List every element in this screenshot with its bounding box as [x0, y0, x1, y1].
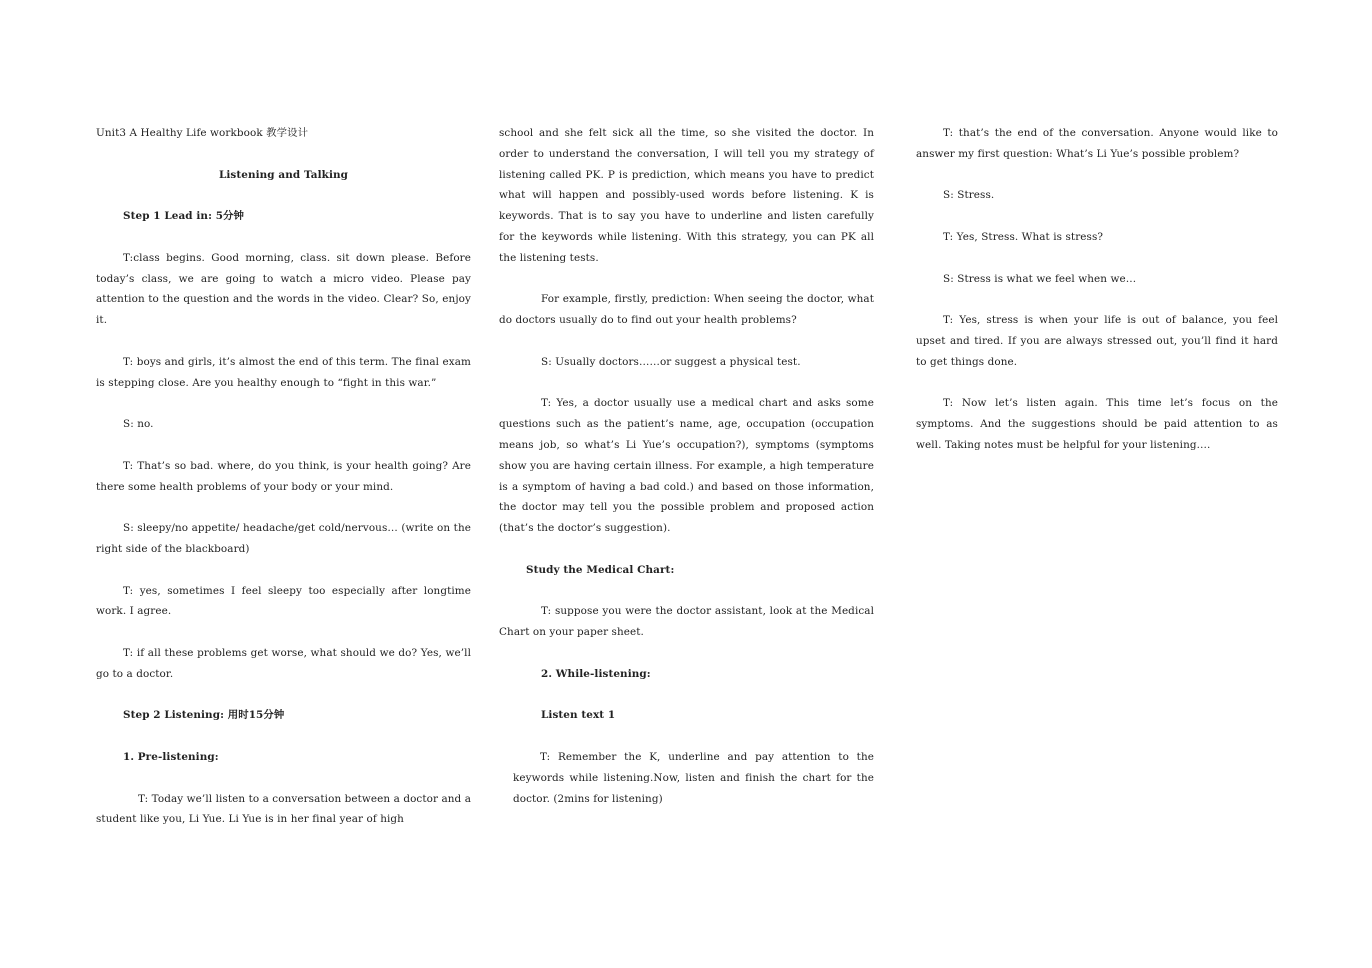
document-column-left [96, 123, 471, 851]
paragraph: T: that’s the end of the conversation. Anyone would like to answer my first question: What’s Li Yue’s possible problem? [916, 127, 1278, 160]
paragraph: T: suppose you were the doctor assistant, look at the Medical Chart on your paper sheet. [499, 605, 874, 639]
paragraph: T: Yes, stress is when your life is out of balance, you feel upset and tired. If you are always stressed out, you’ll find it hard to get things done. [916, 314, 1278, 368]
paragraph: T: Now let’s listen again. This time let’s focus on the symptoms. And the suggestions should be paid attention to as well. Taking notes must be helpful for your listening.… [916, 397, 1278, 451]
subheading: 1. Pre-listening: [123, 750, 219, 763]
paragraph: S: sleepy/no appetite/ headache/get cold/nervous… (write on the right side of the blackboard) [96, 522, 471, 555]
paragraph: T: That’s so bad. where, do you think, is your health going? Are there some health problems of your body or your mind. [96, 459, 471, 493]
document-column-middle [499, 123, 874, 830]
section-title: Listening and Talking [218, 168, 349, 181]
document-column-right [916, 123, 1278, 477]
paragraph: T: Today we’ll listen to a conversation between a doctor and a student like you, Li Yue. Li Yue is in her final year of high [96, 792, 471, 826]
step-heading: Step 2 Listening: 用时15分钟 [123, 709, 285, 722]
document-header: Unit3 A Healthy Life workbook 教学设计 [96, 127, 309, 139]
paragraph: S: Stress. [943, 189, 995, 202]
paragraph: T: Yes, a doctor usually use a medical chart and asks some questions such as the patient’s name, age, occupation (occupation means job, so what’s Li Yue’s occupation?), symptoms (symptoms show you are having certain illness. For example, a high temperature is a symptom of having a bad cold.) and based on those information, the doctor may tell you the possible problem and proposed action (that’s the doctor’s suggestion). [499, 397, 874, 535]
paragraph: school and she felt sick all the time, so she visited the doctor. In order to understand the conversation, I will tell you my strategy of listening called PK. P is prediction, which means you have to predict what will happen and possibly-used words before listening. K is keywords. That is to say you have to underline and listen carefully for the keywords while listening. With this strategy, you can PK all the listening tests. [499, 127, 874, 264]
paragraph: T: yes, sometimes I feel sleepy too especially after longtime work. I agree. [96, 584, 471, 618]
step-heading: Step 1 Lead in: 5分钟 [123, 210, 245, 223]
paragraph: S: no. [123, 418, 154, 431]
subheading: 2. While-listening: [541, 667, 651, 680]
paragraph: T: Yes, Stress. What is stress? [943, 230, 1104, 243]
paragraph: T: boys and girls, it’s almost the end of this term. The final exam is stepping close. Are you healthy enough to “fight in this war.” [96, 355, 471, 389]
subheading: Listen text 1 [541, 709, 616, 722]
subheading: Study the Medical Chart: [526, 563, 675, 576]
paragraph: S: Usually doctors……or suggest a physical test. [541, 355, 801, 368]
paragraph: S: Stress is what we feel when we… [943, 272, 1137, 285]
paragraph: For example, firstly, prediction: When seeing the doctor, what do doctors usually do to find out your health problems? [499, 293, 874, 327]
paragraph: T: if all these problems get worse, what should we do? Yes, we’ll go to a doctor. [96, 646, 471, 680]
paragraph: T:class begins. Good morning, class. sit down please. Before today’s class, we are going to watch a micro video. Please pay attention to the question and the words in the video. Clear? So, enjoy it. [96, 251, 471, 327]
paragraph: T: Remember the K, underline and pay attention to the keywords while listening.Now, listen and finish the chart for the doctor. (2mins for listening) [513, 750, 874, 805]
